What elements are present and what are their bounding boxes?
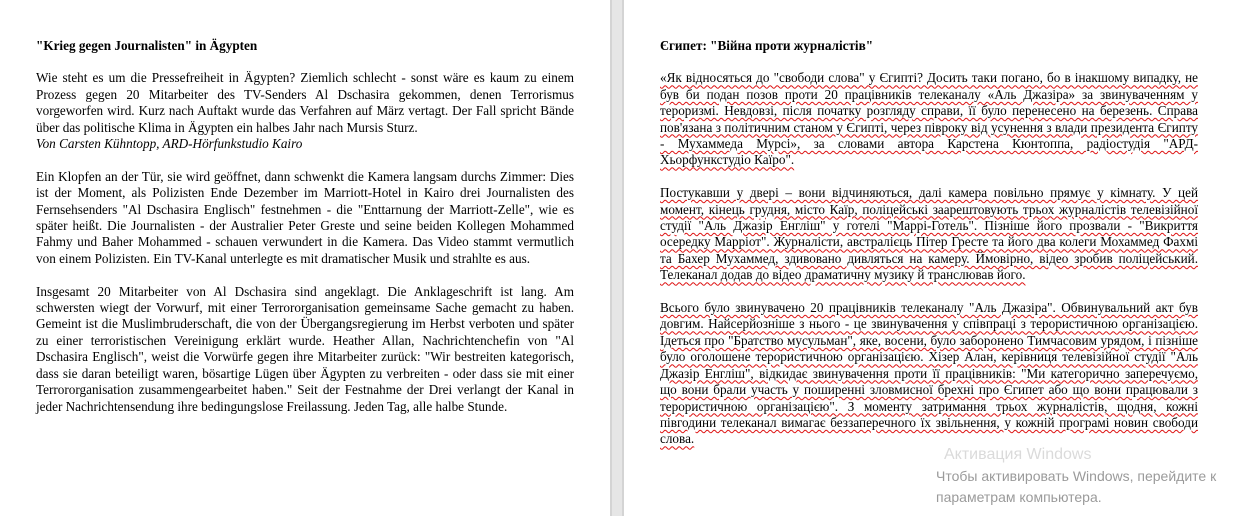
paragraph-body-2: Insgesamt 20 Mitarbeiter von Al Dschasira sind angeklagt. Die Anklageschrift ist lang. Am schwersten wiegt der Vorwurf, mit einer Terrororganisation gemeinsame Sache gemacht zu haben. Gemeint ist die Muslimbruderschaft, die von der Übergangsregierung im Herbst verboten und später zu einer terroristischen Vereinigung erklärt wurde. Heather Allan, Nachrichtenchefin von "Al Dschasira Englisch", weist die Vorwürfe gegen ihre Mitarbeiter zurück: "Wir bestreiten kategorisch, dass sie daran beteiligt waren, bösartige Lügen über Ägypten zu verbreiten - oder dass sie mit einer Terrororganisation zusammengearbeitet haben." Seit der Festnahme der Drei verlangt der Kanal in jeder Nachrichtensendung ihre bedingungslose Freilassung. Jeden Tag, alle halbe Stunde. <box>36 283 574 414</box>
paragraph-intro-translation <box>660 70 1198 168</box>
page-content[interactable] <box>660 38 1198 464</box>
document-page-right[interactable] <box>624 0 1235 516</box>
watermark-line: Чтобы активировать Windows, перейдите к <box>936 468 1217 484</box>
paragraph-text: «Як відносяться до "свободи слова" у Єгипті? Досить таки погано, бо в інакшому випадку, не був би подан позов проти 20 працівників телеканалу «Аль Джазіра» за звинуваченням у тероризмі. Невдовзі, після початку розгляду справи, її було перенесено на березень. Справа пов'язана з політичним станом у Єгипті, через півроку від усунення з влади президента Єгипту - Мухаммеда Мурсі», за словами автора Карстена Кюнтоппа, радіостудія "АРД-Хьорфункстудіо Каїро". <box>660 70 1198 168</box>
article-title-german: "Krieg gegen Journalisten" in Ägypten <box>36 38 258 53</box>
byline: Von Carsten Kühntopp, ARD-Hörfunkstudio Kairo <box>36 136 303 152</box>
paragraph-text: Постукавши у двері – вони відчиняються, далі камера повільно прямує у кімнату. У цей момент, кінець грудня, місто Каїр, поліцейські заарештовують трьох журналістів телевізійної студії "Аль Джазір Енгліш" у готелі "Маррі-Готель". Пізніше його прозвали - "Викриття осередку Маррiот". Журналісти, австралієць Пітер Гресте та його два колеги Мохаммед Фахмі та Бахер Мухаммед, здивовано дивляться на камеру. Ймовірно, відео зробив поліцейський. Телеканал додав до відео драматичну музику й транслював його. <box>660 185 1198 283</box>
article-title-ukrainian: Єгипет: "Війна проти журналістів" <box>660 38 874 53</box>
paragraph-body-1-translation <box>660 185 1198 283</box>
paragraph-body-1: Ein Klopfen an der Tür, sie wird geöffnet, dann schwenkt die Kamera langsam durchs Zimmer: Dies ist der Moment, als Polizisten Ende Dezember im Marriott-Hotel in Kairo drei Journalisten des Fernsehsenders "Al Dschasira Englisch" festnehmen - die "Enttarnung der Marriott-Zelle", wie es später heißt. Die Journalisten - der Australier Peter Greste und seine beiden Kollegen Mohammed Fahmy und Baher Mohammed - schauen verwundert in die Kamera. Das Video stammt vermutlich von einem Polizisten. Ein TV-Kanal unterlegte es mit dramatischer Musik und strahlte es aus. <box>36 168 574 266</box>
document-page-left[interactable] <box>0 0 610 516</box>
paragraph-intro <box>36 70 574 152</box>
paragraph-text: Wie steht es um die Pressefreiheit in Ägypten? Ziemlich schlecht - sonst wäre es kaum zu einem Prozess gegen 20 Mitarbeiter des TV-Senders Al Dschasira gekommen, denen Terrorismus vorgeworfen wird. Kurz nach Auftakt wurde das Verfahren auf März vertagt. Der Fall spricht Bände über das politische Klima in Ägypten ein halbes Jahr nach Mursis Sturz. <box>36 70 574 135</box>
page-content[interactable] <box>36 38 574 431</box>
page-gap-shadow <box>610 0 612 516</box>
paragraph-text: Всього було звинувачено 20 працівників телеканалу "Аль Джазіра". Обвинувальний акт був довгим. Найсерйозніше з нього - це звинувачення у співпраці з терористичною організацією. Ідеться про "Братство мусульман", яке, восени, було заборонено Тимчасовим урядом, і пізніше було оголошене терористичною організацією. Хізер Алан, керівниця телевізійної студії "Аль Джазір Енгліш", відкидає звинувачення проти її працівників: "Ми категорично заперечуємо, що вони брали участь у поширенні зловмисної брехні про Єгипет або що вони працювали з терористичною організацією". З моменту затримання трьох журналістів, щодня, кожні півгодини телеканал вимагає беззаперечного їх звільнення, у кожній програмі новин свободи слова. <box>660 300 1198 447</box>
watermark-line: параметрам компьютера. <box>936 489 1102 505</box>
watermark-title: Активация Windows <box>944 446 1092 463</box>
paragraph-body-2-translation <box>660 300 1198 448</box>
